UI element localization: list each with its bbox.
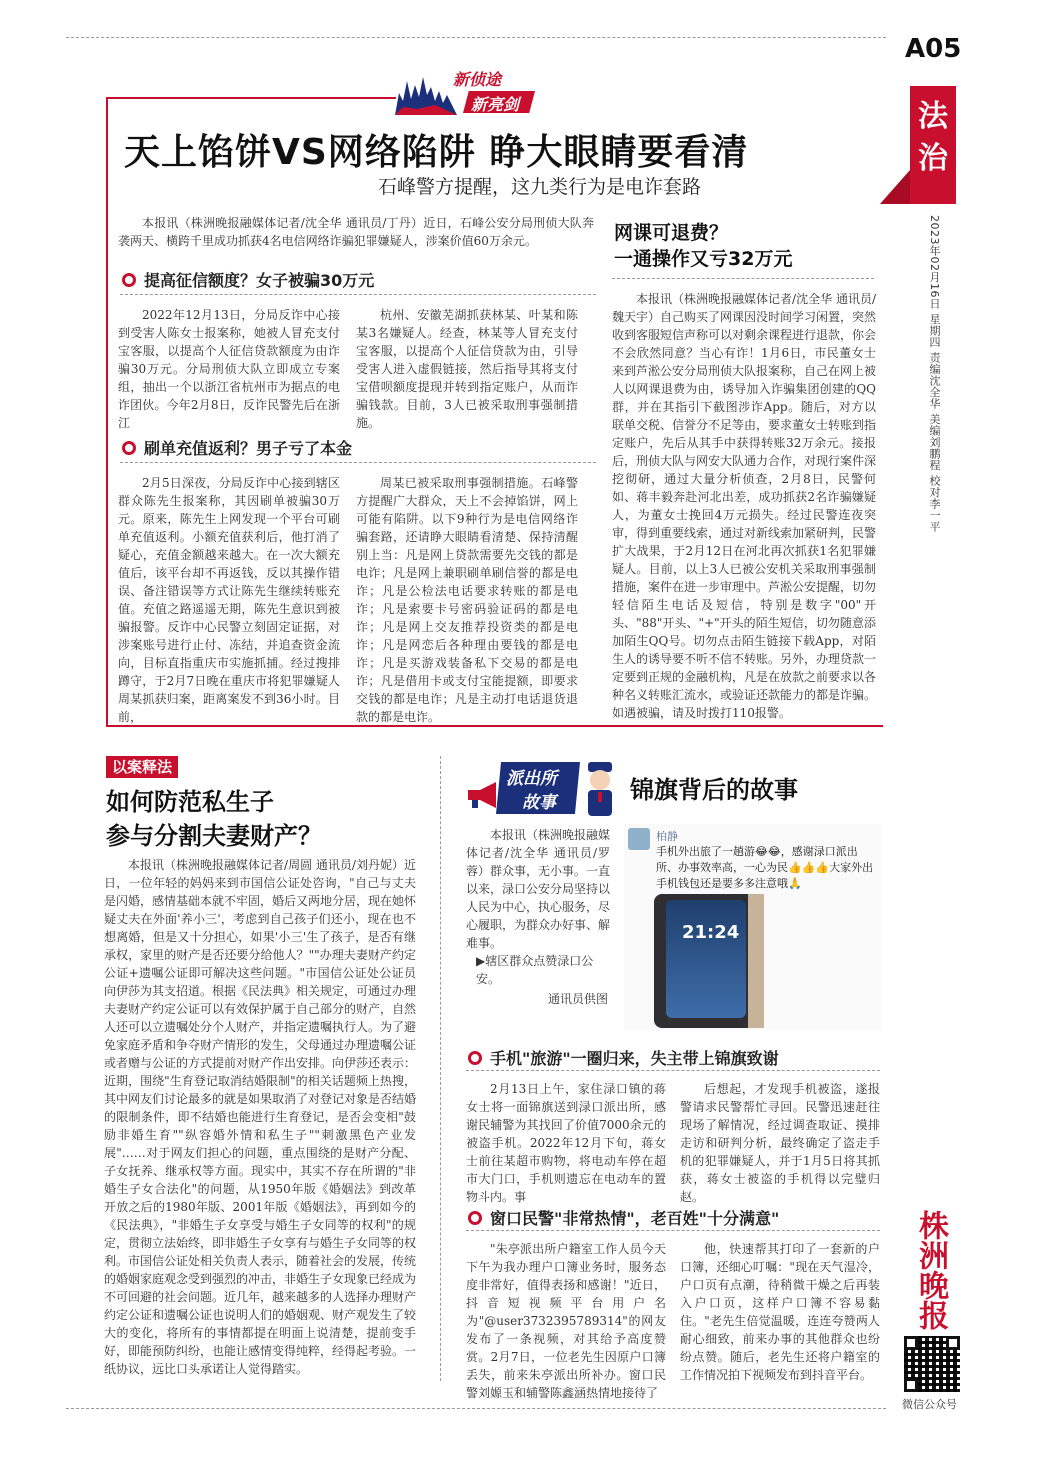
section-title: 法治 [918,99,948,176]
lead-sec2-col1-text: 2月5日深夜，分局反诈中心接到辖区群众陈先生报案称，其因刷单被骗30万元。原来，陈先生上网发现一个平台可刷单充值返利。小额充值获利后，他打消了疑心，充值金额越来越大。在一次大额充值后，该平台却不再返钱，反以其操作错误、备注错误等方式让陈先生继续转账充值。充值之路遥遥无期，陈先生意识到被骗报警。反诈中心民警立刻固定证据，对涉案账号进行止付、冻结，并追查资金流向，目标直指重庆市实施抓捕。经过搜排蹲守，于2月7日晚在重庆市将犯罪嫌疑人周某抓获归案，距离案发不到36小时。目前， [118,476,340,724]
banner-line2: 新亮剑 [471,95,520,114]
circle-bullet-icon [122,273,136,287]
side-title-1: 网课可退费？ [614,222,729,244]
police-caption: ▶辖区群众点赞渌口公安。 [476,954,594,986]
lead-intro [118,214,594,254]
qr-finder-tl [904,1336,918,1350]
phone-screen [666,900,746,1018]
banner-logo [395,65,545,117]
top-rule [66,37,886,38]
police-intro [466,826,611,950]
side-body [612,290,877,720]
qr-code [904,1336,960,1392]
law-body [104,856,416,1376]
social-post [624,824,882,1030]
section-banner-tail [880,170,910,204]
police-logo-line2: 故事 [522,793,556,813]
qr-finder-tr [946,1336,960,1350]
police-officer-icon [582,758,618,818]
date-line: 2023年02月16日 星期四 责编沈全华 美编刘鹏程 校对李一平 [928,215,941,533]
police-sec2-col2-text: 他，快速帮其打印了一套新的户口簿，还细心叮嘱："现在天气湿冷，户口页有点潮，待稍微干燥之后再装入户口页，这样户口簿不容易黏住。"老先生倍觉温暖，连连夸赞两人耐心细致，前来办事的其他群众也纷纷点赞。随后，老先生还将户籍室的工作情况拍下视频发布到抖音平台。 [680,1242,880,1382]
lead-sec2-rule [120,462,596,463]
police-sec1-col2 [680,1080,880,1204]
police-sec1-col1-text: 2月13日上午，家住渌口镇的蒋女士将一面锦旗送到渌口派出所，感谢民辅警为其找回了价值7000余元的被盗手机。2022年12月下旬，蒋女士前往某超市购物，将电动车停在超市大门口，手机则遗忘在电动车的置物斗内。事 [466,1082,666,1204]
police-photo-credit: 通讯员供图 [548,992,609,1006]
photo-background [748,894,764,1028]
lead-sec2-title: 刷单充值返利？男子亏了本金 [144,439,353,458]
circle-bullet-icon [122,441,136,455]
avatar [628,828,650,850]
lead-sec1-heading [122,268,374,291]
post-user: 柏静 [656,830,678,843]
lead-sec2-col2-text: 周某已被采取刑事强制措施。石峰警方提醒广大群众，天上不会掉馅饼，网上可能有陷阱。以下9种行为是电信网络诈骗套路，还请睁大眼睛看清楚、保持清醒别上当：凡是网上贷款需要先交钱的都是电诈；凡是网上兼职刷单刷信誉的都是电诈；凡是公检法电话要求转账的都是电诈；凡是索要卡号密码验证码的都是电诈；凡是网上交友推荐投资类的都是电诈；凡是网恋后各种理由要钱的都是电诈；凡是买游戏装备私下交易的都是电诈；凡是借用卡或支付宝能提额，即要求交钱的都是电诈；凡是主动打电话退货退款的都是电诈。 [356,476,578,724]
police-intro-text: 本报讯（株洲晚报融媒体记者/沈全华 通讯员/罗蓉）群众事，无小事。一直以来，渌口公安分局坚持以人民为中心，执心服务，尽心履职，为群众办好事、解难事。 [466,828,611,950]
police-sec1-heading [468,1046,779,1069]
circle-bullet-icon [468,1051,482,1065]
lead-sec2-col2 [356,474,578,724]
phone-photo [654,894,764,1028]
lead-sec1-rule [120,294,596,295]
lead-top-rule [106,97,396,99]
police-sec1-col1 [466,1080,666,1204]
post-text: 手机外出旅了一趟游😂😂，感谢渌口派出所、办事效率高，一心为民👍👍👍大家外出手机钱包还是要多多注意哦🙏 [656,845,874,890]
police-sec1-rule [466,1070,880,1071]
column-divider [440,756,441,1381]
lead-sec1-col1 [118,306,340,430]
side-title-rule [612,278,874,279]
lead-sec2-col1 [118,474,340,724]
lead-subtitle: 石峰警方提醒，这九类行为是电诈套路 [378,176,702,198]
qr-caption: 微信公众号 [902,1398,957,1411]
section-banner [910,86,956,204]
lead-sec1-title: 提高征信额度？女子被骗30万元 [144,271,375,290]
law-tag: 以案释法 [106,756,178,778]
police-sec2-col1-text: "朱亭派出所户籍室工作人员今天下午为我办理户口簿业务时，服务态度非常好，值得表扬和感谢！"近日，抖音短视频平台用户名为"@user3732395789314"的网友发布了一条视频，对其给予高度赞赏。2月7日，一位老先生因原户口簿丢失，前来朱亭派出所补办。窗口民警刘嫄玉和辅警陈鑫涵热情地接待了 [466,1242,666,1400]
law-body-text: 本报讯（株洲晚报融媒体记者/周圆 通讯员/刘丹妮）近日，一位年轻的妈妈来到市国信公证处咨询，"自己与丈夫是闪婚，感情基础本就不牢固，婚后又两地分居，现在她怀疑丈夫在外面'养小三'，考虑到自己孩子们还小，现在也不想离婚，但是又十分担心，如果'小三'生了孩子，是否有继承权，家里的财产是否还要分给他人？""办理夫妻财产约定公证+遗嘱公证即可解决这些问题。"市国信公证处公证员向伊莎为其支招道。根据《民法典》相关规定，可通过办理夫妻财产约定公证可以有效保护属于自己部分的财产，自然人还可以立遗嘱处分个人财产，并指定遗嘱执行人。为了避免家庭矛盾和争夺财产情形的发生，父母通过办理遗嘱公证或者赠与公证的方式提前对财产作出安排。向伊莎还表示：近期，围绕"生育登记取消结婚限制"的相关话题频上热搜，其中网友们讨论最多的就是如果取消了对登记对象是否结婚的限制条件，即不结婚也能进行生育登记，是否会变相"鼓励非婚生育""纵容婚外情和私生子""刺激黑色产业发展"……对于网友们担心的问题，重点围绕的是财产分配、子女抚养、继承权等方面。现实中，其实不存在所谓的"非婚生子女合法化"的问题，从1950年版《婚姻法》到改革开放之后的1980年版、2001年版《婚姻法》，再到如今的《民法典》，"非婚生子女享受与婚生子女同等的权利"的规定，贯彻立法始终，即非婚生子女享有与婚生子女同等的权利。市国信公证处相关负责人表示，随着社会的发展，传统的婚姻家庭观念受到强烈的冲击，非婚生子女现象已经成为不可回避的社会问题。近几年，越来越多的人选择办理财产约定公证和遗嘱公证也说明人们的婚姻观、财产观发生了较大的变化，将所有的事情都提在明面上说清楚，提前变手好，即能预防纠纷，也能让感情变得纯粹，经得起考验。一纸协议，远比口头承诺让人觉得踏实。 [104,858,417,1376]
banner-line1: 新侦途 [453,70,502,89]
police-sec2-heading [468,1206,779,1229]
side-body-text: 本报讯（株洲晚报融媒体记者/沈全华 通讯员/魏天宇）自己购买了网课因没时间学习闲置，突然收到客服短信声称可以对剩余课程进行退款，你会不会欣然同意？当心有诈！1月6日，市民董女士来到芦淞公安分局刑侦大队报案称，自己在网上被人以网课退费为由，诱导加入诈骗集团创建的QQ群，并在其指引下截图涉诈App。随后，对方以联单交税、信誉分不足等由，要求董女士转账到指定账户，先后从其手中获得转账32万余元。接报后，刑侦大队与网安大队通力合作，对现行案件深挖彻研，通过大量分析侦查，2月8日，民警何如、蒋丰毅奔赴河北出差，成功抓获2名诈骗嫌疑人，为董女士挽回4万元损失。经过民警连夜突审，得到重要线索，通过对新线索加紧研判，民警扩大战果，于2月12日在河北再次抓获1名犯罪嫌疑人。目前，以上3人已被公安机关采取刑事强制措施，案件在进一步审理中。芦淞公安提醒，切勿轻信陌生电话及短信，特别是数字"00"开头、"88"开头、"+"开头的陌生短信，切勿随意添加陌生QQ号。切勿点击陌生链接下载App，对陌生人的诱导要不听不信不转账。另外，办理贷款一定要到正规的金融机构，凡是在放款之前要求以各种名义转账汇流水，或验证还款能力的都是诈骗。如遇被骗，请及时拨打110报警。 [612,292,877,720]
qr-finder-bl [904,1378,918,1392]
police-sec1-title: 手机"旅游"一圈归来，失主带上锦旗致谢 [490,1049,779,1068]
lead-sec1-col2-text: 杭州、安徽芜湖抓获林某、叶某和陈某3名嫌疑人。经查，林某等人冒充支付宝客服，以提高个人征信贷款为由，引导受害人进入虚假链接，然后指导其将支付宝借呗额度提现并转到指定账户，从而诈骗钱款。目前，3人已被采取刑事强制措施。 [356,308,578,430]
paper-logo: 株洲晚报 [913,1210,948,1330]
side-title-2: 一通操作又亏32万元 [614,248,793,270]
circle-bullet-icon [468,1211,482,1225]
page-number: A05 [905,34,962,64]
police-logo [466,756,616,822]
police-title: 锦旗背后的故事 [630,776,798,804]
police-logo-line1: 派出所 [506,769,557,789]
lead-title: 天上馅饼VS网络陷阱 睁大眼睛要看清 [124,132,749,173]
lead-sec1-col2 [356,306,578,430]
police-sec1-col2-text: 后想起，才发现手机被盗，遂报警请求民警帮忙寻回。民警迅速赶往现场了解情况，经过调查取证、摸排走访和研判分析，最终确定了盗走手机的犯罪嫌疑人，并于1月5日将其抓获，蒋女士被盗的手机得以完璧归赵。 [680,1082,880,1204]
lead-sec2-heading [122,436,352,459]
lead-sec1-col1-text: 2022年12月13日，分局反诈中心接到受害人陈女士报案称，她被人冒充支付宝客服，以提高个人征信贷款额度为由诈骗30万元。分局刑侦大队立即成立专案组，抽出一个以浙江省杭州市为据点的电诈团伙。今年2月8日，反诈民警先后在浙江 [118,308,340,430]
skyline-icon [395,71,457,115]
lead-intro-text: 本报讯（株洲晚报融媒体记者/沈全华 通讯员/丁丹）近日，石峰公安分局刑侦大队奔袭两天、横跨千里成功抓获4名电信网络诈骗犯罪嫌疑人，涉案价值60万余元。 [118,216,594,248]
phone-time: 21:24 [682,922,740,943]
law-title-1: 如何防范私生子 [106,788,274,816]
police-sec2-col2 [680,1240,880,1386]
police-sec2-col1 [466,1240,666,1400]
police-sec2-rule [466,1230,880,1231]
police-sec2-title: 窗口民警"非常热情"，老百姓"十分满意" [490,1209,780,1228]
bottom-rule [66,1408,886,1409]
law-title-2: 参与分割夫妻财产？ [106,822,322,850]
